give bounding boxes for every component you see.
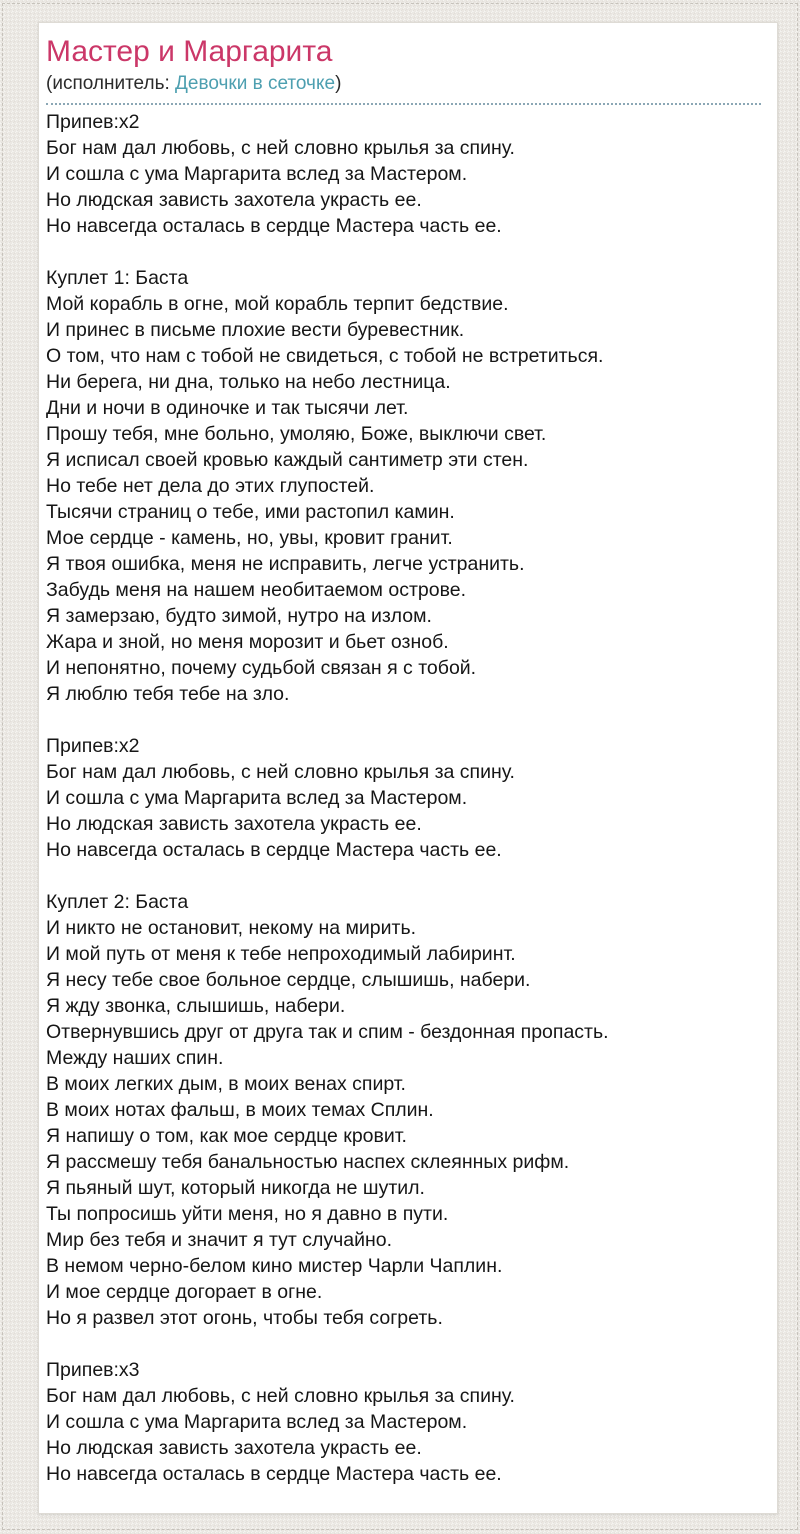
artist-suffix: ) bbox=[335, 73, 342, 94]
artist-line bbox=[46, 71, 761, 105]
lyric-block: Припев:х2 Бог нам дал любовь, с ней словно крылья за спину. И сошла с ума Маргарита вслед за Мастером. Но людская зависть захотела украсть ее. Но навсегда осталась в сердце Мастера часть ее. bbox=[46, 735, 515, 861]
lyric-block: Куплет 2: Баста И никто не остановит, некому на мирить. И мой путь от меня к тебе непроходимый лабиринт. Я несу тебе свое больное сердце, слышишь, набери. Я жду звонка, слышишь, набери. Отвернувшись друг от друга так и спим - бездонная пропасть. Между наших спин. В моих легких дым, в моих венах спирт. В моих нотах фальш, в моих темах Сплин. Я напишу о том, как мое сердце кровит. Я рассмешу тебя банальностью наспех склеянных рифм. Я пьяный шут, который никогда не шутил. Ты попросишь уйти меня, но я давно в пути. Мир без тебя и значит я тут случайно. В немом черно-белом кино мистер Чарли Чаплин. И мое сердце догорает в огне. Но я развел этот огонь, чтобы тебя согреть. bbox=[46, 891, 609, 1329]
artist-prefix: (исполнитель: bbox=[46, 73, 176, 94]
page-title: Мастер и Маргарита bbox=[46, 35, 333, 68]
lyric-block: Припев:х2 Бог нам дал любовь, с ней словно крылья за спину. И сошла с ума Маргарита вслед за Мастером. Но людская зависть захотела украсть ее. Но навсегда осталась в сердце Мастера часть ее. bbox=[46, 111, 515, 237]
lyric-block: Припев:х3 Бог нам дал любовь, с ней словно крылья за спину. И сошла с ума Маргарита вслед за Мастером. Но людская зависть захотела украсть ее. Но навсегда осталась в сердце Мастера часть ее. bbox=[46, 1359, 515, 1485]
lyrics-card bbox=[38, 22, 778, 1514]
lyrics-text bbox=[46, 109, 761, 1487]
lyric-block: Куплет 1: Баста Мой корабль в огне, мой корабль терпит бедствие. И принес в письме плохие вести буревестник. О том, что нам с тобой не свидеться, с тобой не встретиться. Ни берега, ни дна, только на небо лестница. Дни и ночи в одиночке и так тысячи лет. Прошу тебя, мне больно, умоляю, Боже, выключи свет. Я исписал своей кровью каждый сантиметр эти стен. Но тебе нет дела до этих глупостей. Тысячи страниц о тебе, ими растопил камин. Мое сердце - камень, но, увы, кровит гранит. Я твоя ошибка, меня не исправить, легче устранить. Забудь меня на нашем необитаемом острове. Я замерзаю, будто зимой, нутро на излом. Жара и зной, но меня морозит и бьет озноб. И непонятно, почему судьбой связан я с тобой. Я люблю тебя тебе на зло. bbox=[46, 267, 604, 705]
artist-link[interactable]: Девочки в сеточке bbox=[175, 73, 336, 94]
